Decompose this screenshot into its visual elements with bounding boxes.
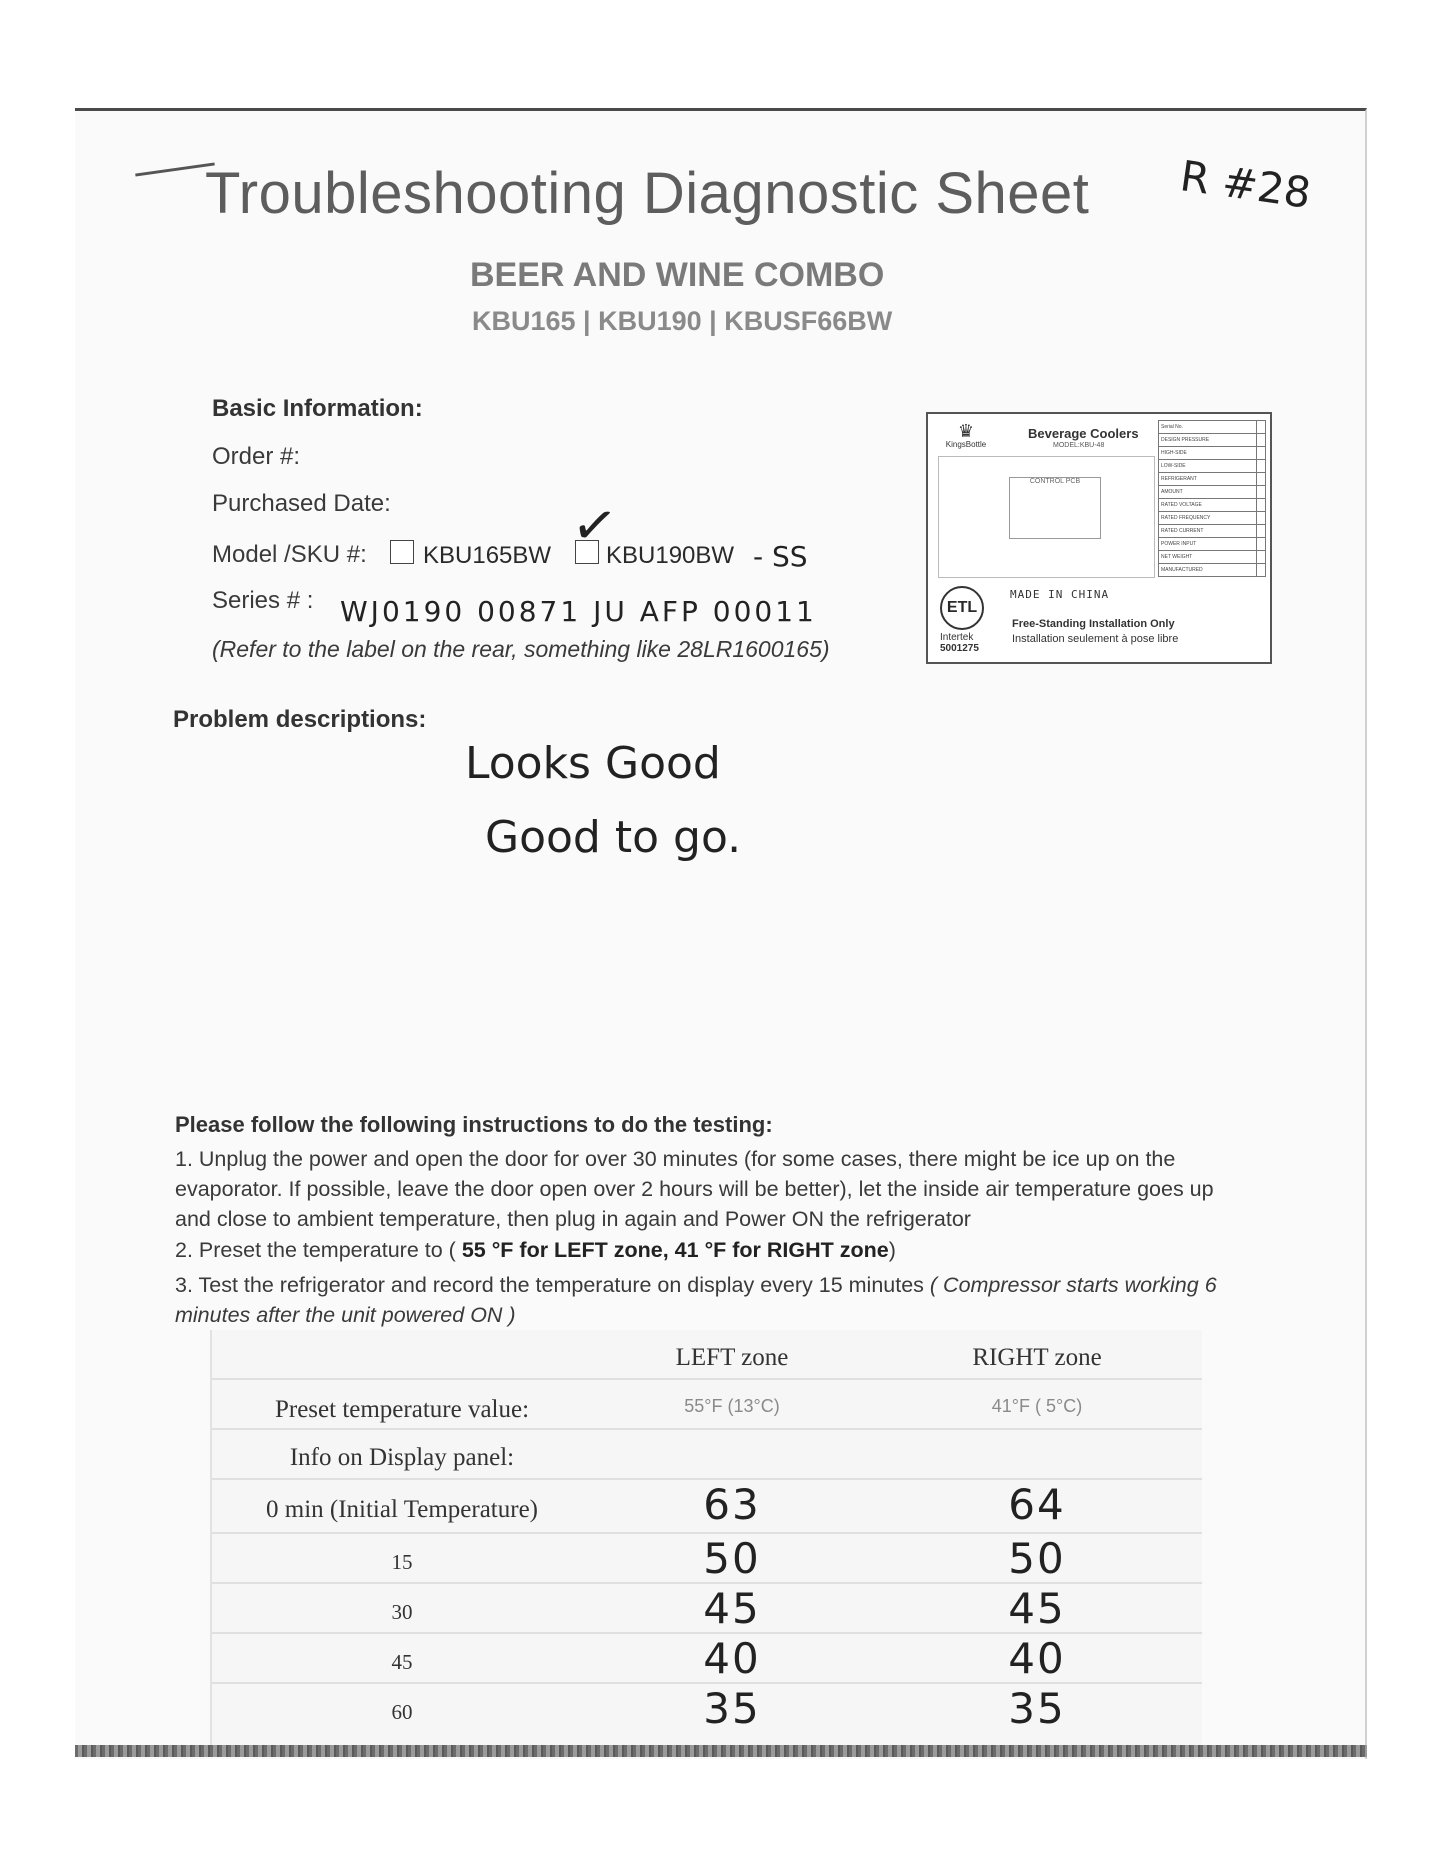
sku-kbu190bw-label: KBU190BW [606,542,735,569]
install-note-fr: Installation seulement à pose libre [1012,633,1179,645]
right-zone-reading: 40 [1008,1634,1066,1683]
table-row [212,1684,1202,1732]
sku-kbu165bw-checkbox[interactable] [390,540,414,564]
label-spec-table [1158,420,1266,577]
control-pcb-box: CONTROL PCB [1009,477,1101,539]
label-spec-cell: NET WEIGHT [1159,551,1257,564]
label-spec-value-cell [1256,551,1265,564]
label-spec-cell: MANUFACTURED [1159,564,1257,577]
label-title: Beverage Coolers [1028,426,1139,441]
intertek-mark: Intertek 5001275 [940,632,979,654]
handwritten-reference: R #28 [1177,151,1314,218]
model-sku-label: Model /SKU #: [212,541,367,568]
label-spec-value-cell [1256,421,1265,434]
label-spec-row [1159,447,1266,460]
handwritten-series-number: WJ0190 00871 JU AFP 00011 [340,595,817,628]
left-zone-reading: 40 [703,1634,761,1683]
label-spec-row [1159,538,1266,551]
left-zone-reading: 63 [703,1480,761,1529]
etl-mark: ETL [940,586,984,630]
right-zone-reading: 50 [1008,1534,1066,1583]
label-spec-cell: LOW-SIDE [1159,460,1257,473]
brand-logo: ♛ KingsBottle [936,422,996,449]
rating-label-image [926,412,1272,664]
purchased-date-label: Purchased Date: [212,490,391,517]
instructions-heading: Please follow the following instructions to do the testing: [175,1112,773,1137]
label-spec-value-cell [1256,564,1265,577]
checkmark-icon: ✓ [567,491,622,560]
label-spec-cell: RATED FREQUENCY [1159,512,1257,525]
label-spec-row [1159,473,1266,486]
label-spec-cell: RATED CURRENT [1159,525,1257,538]
label-spec-value-cell [1256,447,1265,460]
label-spec-row [1159,434,1266,447]
scan-edge [75,1745,1367,1757]
made-in-china: MADE IN CHINA [1010,588,1110,601]
row-label: 45 [391,1650,413,1674]
label-spec-row [1159,512,1266,525]
install-note-en: Free-Standing Installation Only [1012,618,1175,630]
label-spec-value-cell [1256,525,1265,538]
left-zone-reading: 50 [703,1534,761,1583]
product-subtitle: BEER AND WINE COMBO [470,256,885,294]
table-row [212,1534,1202,1584]
label-spec-cell: Serial No. [1159,421,1257,434]
label-spec-row [1159,486,1266,499]
label-spec-cell: AMOUNT [1159,486,1257,499]
right-zone-reading: 45 [1008,1584,1066,1633]
display-row [212,1430,1202,1480]
wiring-diagram [938,456,1155,578]
label-spec-value-cell [1256,460,1265,473]
label-spec-cell: REFRIGERANT [1159,473,1257,486]
label-spec-value-cell [1256,434,1265,447]
problem-heading: Problem descriptions: [173,706,427,733]
order-number-label: Order #: [212,443,301,470]
label-model: MODEL:KBU-48 [1053,442,1105,449]
series-number-label: Series # : [212,587,314,614]
crown-icon: ♛ [957,421,975,441]
label-spec-row [1159,564,1266,577]
label-spec-row [1159,421,1266,434]
label-spec-cell: POWER INPUT [1159,538,1257,551]
instruction-step-2: 2. Preset the temperature to ( 55 °F for LEFT zone, 41 °F for RIGHT zone) [175,1238,896,1262]
basic-info-heading: Basic Information: [212,395,423,422]
label-spec-value-cell [1256,512,1265,525]
table-row [212,1634,1202,1684]
label-spec-row [1159,460,1266,473]
preset-row [212,1380,1202,1430]
table-row [212,1584,1202,1634]
left-zone-reading: 35 [703,1684,761,1732]
page-title: Troubleshooting Diagnostic Sheet [205,161,1090,226]
handwritten-sku-suffix: - SS [753,540,808,573]
label-spec-cell: RATED VOLTAGE [1159,499,1257,512]
row-label: 0 min (Initial Temperature) [266,1496,538,1523]
preset-label: Preset temperature value: [274,1396,530,1423]
display-label: Info on Display panel: [289,1444,515,1471]
label-spec-row [1159,499,1266,512]
col-left-zone: LEFT zone [675,1344,789,1371]
table-header-row [212,1330,1202,1380]
label-spec-cell: DESIGN PRESSURE [1159,434,1257,447]
right-zone-reading: 64 [1008,1480,1066,1529]
temperature-table [210,1330,1202,1745]
row-label: 30 [391,1600,413,1624]
row-label: 15 [391,1550,413,1574]
sku-kbu165bw-label: KBU165BW [423,542,552,569]
instruction-step-3: 3. Test the refrigerator and record the temperature on display every 15 minutes ( Compressor starts working 6 minutes after the unit powered ON ) [175,1273,1217,1327]
right-zone-reading: 35 [1008,1684,1066,1732]
preset-left-value: 55°F (13°C) [684,1396,780,1416]
handwritten-problem-line-1: Looks Good [465,738,721,789]
label-spec-row [1159,525,1266,538]
table-row [212,1480,1202,1534]
preset-right-value: 41°F ( 5°C) [991,1396,1083,1416]
handwritten-problem-line-2: Good to go. [485,812,742,863]
label-spec-value-cell [1256,486,1265,499]
refer-note: (Refer to the label on the rear, something like 28LR1600165) [212,636,830,662]
model-list: KBU165 | KBU190 | KBUSF66BW [472,306,893,336]
label-spec-value-cell [1256,499,1265,512]
instruction-step-1: 1. Unplug the power and open the door for over 30 minutes (for some cases, there might be ice up on the evaporator. If possible, leave the door open over 2 hours will be better), let the inside air temperature goes up and close to ambient temperature, then plug in again and Power ON the refrigerator [175,1147,1214,1231]
label-spec-row [1159,551,1266,564]
label-spec-cell: HIGH-SIDE [1159,447,1257,460]
row-label: 60 [391,1700,413,1724]
label-spec-value-cell [1256,538,1265,551]
label-spec-value-cell [1256,473,1265,486]
col-right-zone: RIGHT zone [972,1344,1102,1371]
left-zone-reading: 45 [703,1584,761,1633]
